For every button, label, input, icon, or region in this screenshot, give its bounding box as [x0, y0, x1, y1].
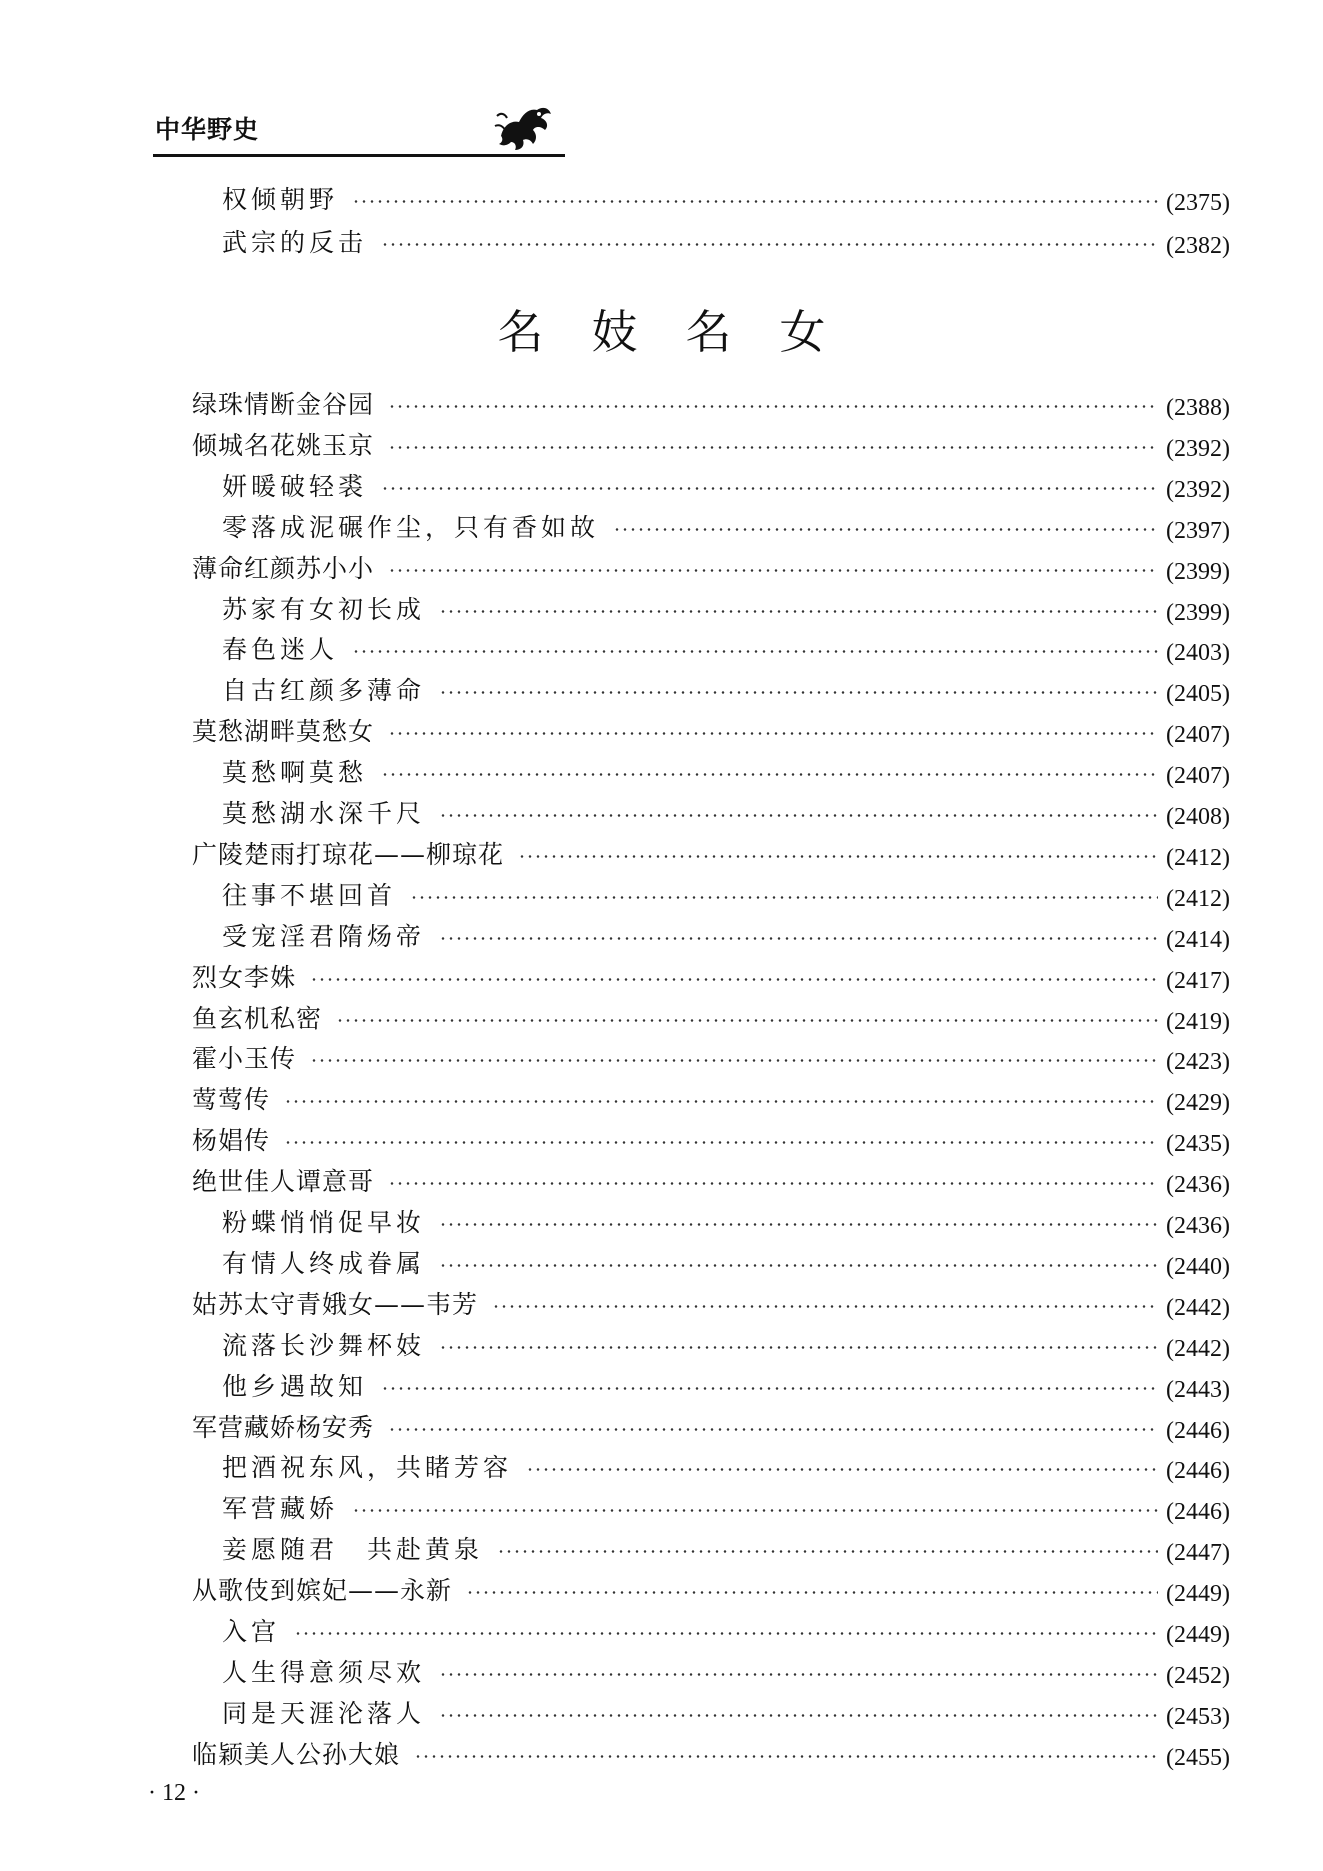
- toc-entry-title: 入宫: [222, 1617, 281, 1646]
- toc-entry-title: 武宗的反击: [222, 228, 368, 257]
- toc-leader-dots: [492, 1305, 1158, 1308]
- toc-entry-page: (2392): [1166, 435, 1230, 462]
- toc-entry-title: 零落成泥碾作尘，只有香如故: [222, 512, 600, 542]
- toc-leader-dots: [497, 1550, 1158, 1553]
- toc-entry-page: (2443): [1166, 1376, 1230, 1403]
- toc-entry: [0, 1406, 1323, 1446]
- toc-leader-dots: [352, 650, 1158, 653]
- toc-entry-page: (2414): [1166, 926, 1230, 953]
- toc-leader-dots: [352, 1509, 1158, 1512]
- toc-leader-dots: [439, 937, 1158, 940]
- toc-leader-dots: [381, 773, 1158, 776]
- toc-entry-page: (2442): [1166, 1335, 1230, 1362]
- toc-entry-page: (2446): [1166, 1458, 1230, 1485]
- toc-leader-dots: [466, 1591, 1158, 1594]
- toc-entry-title: 杨娼传: [192, 1126, 271, 1156]
- toc-entry-title: 莫愁啊莫愁: [222, 758, 368, 788]
- toc-entry-page: (2403): [1166, 640, 1230, 667]
- toc-entry: [0, 792, 1323, 832]
- toc-entry-page: (2446): [1166, 1417, 1230, 1444]
- toc-entry: [0, 1037, 1323, 1077]
- toc-entry: [0, 1487, 1323, 1527]
- toc-entry-title: 烈女李姝: [192, 962, 297, 992]
- toc-entry-page: (2442): [1166, 1294, 1230, 1321]
- toc-entry: [0, 1651, 1323, 1691]
- toc-entry-title: 妾愿随君 共赴黄泉: [222, 1535, 484, 1565]
- toc-entry: [0, 997, 1323, 1037]
- toc-entry-page: (2446): [1166, 1499, 1230, 1526]
- toc-entry-page: (2392): [1166, 476, 1230, 503]
- toc-entry: [0, 588, 1323, 628]
- toc-leader-dots: [439, 1264, 1158, 1267]
- toc-entry: [0, 1446, 1323, 1486]
- running-header-title: 中华野史: [155, 115, 260, 144]
- toc-entry: [0, 424, 1323, 464]
- toc-entry-title: 莺莺传: [192, 1085, 271, 1115]
- toc-leader-dots: [352, 200, 1158, 203]
- toc-leader-dots: [439, 1223, 1158, 1226]
- toc-entry-title: 苏家有女初长成: [222, 594, 426, 624]
- toc-entry: [0, 751, 1323, 791]
- running-header: [153, 96, 565, 162]
- toc-leader-dots: [439, 1673, 1158, 1676]
- toc-entry-title: 春色迷人: [222, 635, 339, 665]
- toc-leader-dots: [439, 1346, 1158, 1349]
- toc-entry: [0, 1201, 1323, 1241]
- toc-entry-page: (2407): [1166, 722, 1230, 749]
- toc-entry-title: 鱼玄机私密: [192, 1003, 323, 1033]
- toc-entry: [0, 1324, 1323, 1364]
- toc-entry: [0, 1569, 1323, 1609]
- toc-entry-page: (2436): [1166, 1213, 1230, 1239]
- toc-entry-page: (2429): [1166, 1090, 1230, 1117]
- toc-entry-title: 粉蝶悄悄促早妆: [222, 1208, 426, 1237]
- toc-entry-title: 受宠淫君隋炀帝: [222, 921, 426, 951]
- toc-entry: [0, 506, 1323, 546]
- toc-leader-dots: [381, 487, 1158, 490]
- toc-entry-title: 往事不堪回首: [222, 880, 397, 910]
- toc-entry: [0, 710, 1323, 750]
- toc-leader-dots: [439, 610, 1158, 613]
- toc-leader-dots: [284, 1141, 1158, 1144]
- toc-entry-page: (2440): [1166, 1253, 1230, 1280]
- toc-entry-page: (2412): [1166, 844, 1230, 871]
- toc-leader-dots: [388, 1428, 1158, 1431]
- toc-entry-title: 临颖美人公孙大娘: [192, 1739, 401, 1769]
- toc-entry: [0, 915, 1323, 955]
- toc-entry: [0, 547, 1323, 587]
- toc-entry: [0, 1283, 1323, 1323]
- toc-entry: [0, 221, 1323, 261]
- toc-entry-title: 权倾朝野: [222, 185, 339, 214]
- toc-entry-title: 把酒祝东风，共睹芳容: [222, 1453, 513, 1483]
- toc-entry-page: (2455): [1166, 1744, 1230, 1771]
- toc-entry-title: 姑苏太守青娥女——韦芳: [192, 1289, 479, 1319]
- toc-leader-dots: [613, 528, 1158, 531]
- toc-entry-page: (2453): [1166, 1703, 1230, 1730]
- toc-entry-title: 广陵楚雨打琼花——柳琼花: [192, 839, 505, 869]
- toc-entry: [0, 956, 1323, 996]
- toc-entry-page: (2407): [1166, 763, 1230, 790]
- toc-entry-title: 绿珠情断金谷园: [192, 390, 375, 419]
- toc-entry-page: (2388): [1166, 395, 1230, 421]
- toc-entry: [0, 383, 1323, 423]
- toc-entry: [0, 1528, 1323, 1568]
- toc-entry-page: (2375): [1166, 190, 1230, 216]
- toc-entry-title: 霍小玉传: [192, 1044, 297, 1074]
- toc-entry: [0, 874, 1323, 914]
- toc-entry: [0, 1365, 1323, 1405]
- toc-entry-title: 绝世佳人谭意哥: [192, 1167, 375, 1197]
- toc-leader-dots: [388, 1182, 1158, 1185]
- section-title: 名妓名女: [497, 305, 874, 359]
- toc-entry: [0, 465, 1323, 505]
- toc-leader-dots: [381, 1387, 1158, 1390]
- toc-entry: [0, 1692, 1323, 1732]
- toc-entry-title: 流落长沙舞杯妓: [222, 1330, 426, 1360]
- toc-entry-title: 军营藏娇杨安秀: [192, 1412, 375, 1442]
- toc-entry: [0, 1610, 1323, 1650]
- toc-entry-page: (2419): [1166, 1008, 1230, 1035]
- toc-entry-page: (2436): [1166, 1172, 1230, 1199]
- toc-entry: [0, 1733, 1323, 1773]
- toc-entry-page: (2452): [1166, 1662, 1230, 1689]
- toc-entry-page: (2382): [1166, 233, 1230, 259]
- toc-entry-title: 倾城名花姚玉京: [192, 430, 375, 460]
- toc-entry-title: 军营藏娇: [222, 1494, 339, 1524]
- toc-entry-page: (2399): [1166, 599, 1230, 626]
- header-rule: [153, 154, 565, 157]
- toc-entry: [0, 669, 1323, 709]
- toc-entry-page: (2405): [1166, 681, 1230, 708]
- toc-leader-dots: [439, 1714, 1158, 1717]
- toc-leader-dots: [410, 896, 1158, 899]
- toc-entry-page: (2399): [1166, 558, 1230, 585]
- toc-leader-dots: [381, 243, 1158, 246]
- dragon-emblem-icon: [493, 96, 555, 152]
- toc-entry: [0, 1160, 1323, 1200]
- toc-entry-title: 人生得意须尽欢: [222, 1657, 426, 1687]
- toc-entry-page: (2417): [1166, 967, 1230, 994]
- toc-entry: [0, 1242, 1323, 1282]
- toc-entry-page: (2423): [1166, 1049, 1230, 1076]
- toc-leader-dots: [284, 1100, 1158, 1103]
- toc-leader-dots: [310, 978, 1158, 981]
- toc-leader-dots: [526, 1468, 1158, 1471]
- toc-entry-title: 莫愁湖水深千尺: [222, 799, 426, 828]
- toc-entry-title: 同是天涯沦落人: [222, 1698, 426, 1728]
- toc-leader-dots: [388, 569, 1158, 572]
- toc-entry-page: (2408): [1166, 804, 1230, 830]
- page-number: · 12 ·: [148, 1780, 200, 1806]
- toc-entry: [0, 178, 1323, 218]
- toc-leader-dots: [518, 855, 1158, 858]
- toc-entry-page: (2435): [1166, 1131, 1230, 1158]
- toc-entry-title: 薄命红颜苏小小: [192, 553, 375, 583]
- toc-leader-dots: [294, 1632, 1158, 1635]
- toc-entry-title: 自古红颜多薄命: [222, 676, 426, 706]
- toc-leader-dots: [414, 1755, 1158, 1758]
- toc-leader-dots: [439, 814, 1158, 817]
- toc-entry-title: 妍暖破轻裘: [222, 471, 368, 501]
- toc-entry-title: 莫愁湖畔莫愁女: [192, 717, 375, 747]
- toc-entry-title: 他乡遇故知: [222, 1371, 368, 1401]
- toc-leader-dots: [388, 446, 1158, 449]
- toc-entry: [0, 1119, 1323, 1159]
- toc-leader-dots: [310, 1059, 1158, 1062]
- toc-entry: [0, 628, 1323, 668]
- toc-leader-dots: [336, 1019, 1158, 1022]
- toc-entry-page: (2449): [1166, 1622, 1230, 1648]
- toc-leader-dots: [388, 405, 1158, 408]
- toc-entry-page: (2449): [1166, 1581, 1230, 1608]
- toc-entry-title: 从歌伎到嫔妃——永新: [192, 1576, 453, 1606]
- toc-entry-page: (2397): [1166, 517, 1230, 544]
- toc-entry: [0, 833, 1323, 873]
- toc-entry-page: (2447): [1166, 1540, 1230, 1567]
- toc-leader-dots: [439, 691, 1158, 694]
- toc-entry: [0, 1078, 1323, 1118]
- toc-entry-page: (2412): [1166, 885, 1230, 912]
- toc-entry-title: 有情人终成眷属: [222, 1248, 426, 1278]
- toc-leader-dots: [388, 732, 1158, 735]
